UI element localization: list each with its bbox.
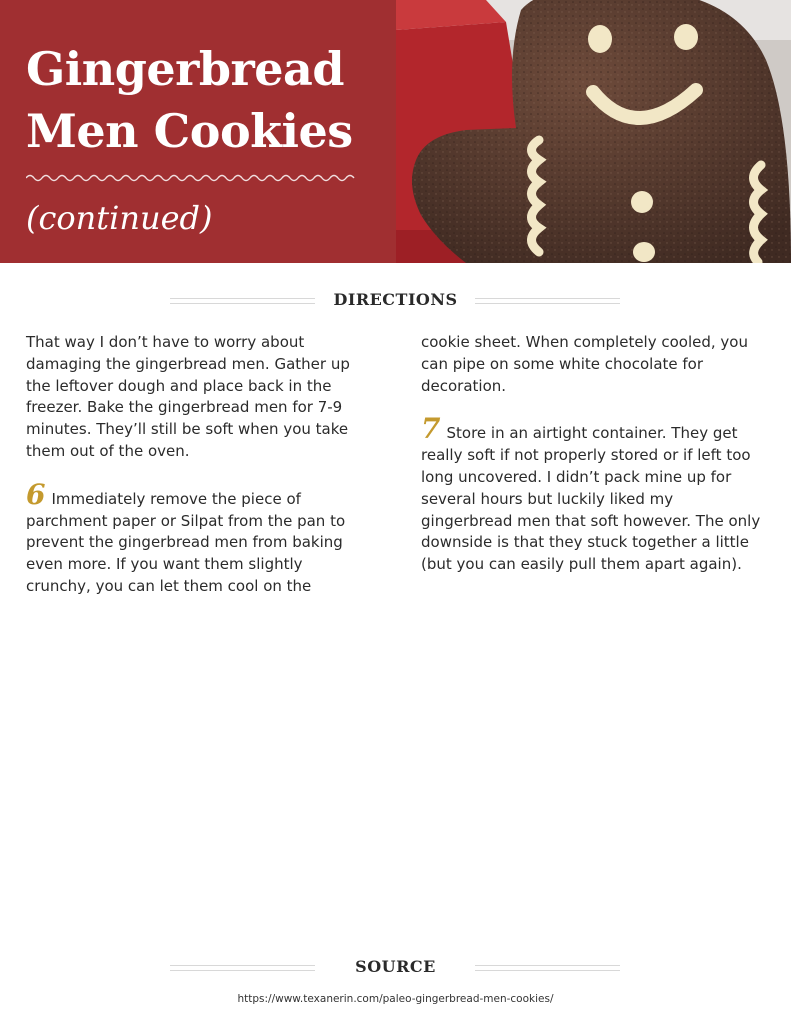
source-link[interactable]: https://www.texanerin.com/paleo-gingerbread-men-cookies/ bbox=[237, 993, 554, 1005]
page-header bbox=[0, 0, 791, 263]
source-heading: SOURCE bbox=[355, 957, 436, 976]
step-6-continued-text: cookie sheet. When completely cooled, you can pipe on some white chocolate for decoration. bbox=[421, 333, 748, 395]
step-7-text: Store in an airtight container. They get really soft if not properly stored or if left too long uncovered. I didn’t pack mine up for several hours but luckily liked my gingerbread men that soft however. The only downside is that they stuck together a little (but you can easily pull them apart again). bbox=[421, 424, 761, 574]
directions-left-column bbox=[26, 332, 372, 620]
directions-right-column bbox=[421, 332, 767, 598]
step-6-text: Immediately remove the piece of parchment paper or Silpat from the pan to prevent the gingerbread men from baking even more. If you want them slightly crunchy, you can let them cool on the bbox=[26, 489, 346, 595]
step-6 bbox=[26, 477, 372, 598]
wavy-divider bbox=[26, 172, 356, 184]
directions-heading-bar bbox=[0, 285, 791, 315]
step-7-number: 7 bbox=[421, 412, 441, 446]
recipe-title-line-2: Men Cookies bbox=[26, 104, 353, 158]
recipe-title bbox=[26, 38, 353, 162]
gingerbread-cookie-photo bbox=[396, 0, 791, 263]
step-6-number: 6 bbox=[26, 477, 46, 511]
title-panel bbox=[0, 0, 396, 263]
recipe-title-line-1: Gingerbread bbox=[26, 42, 345, 96]
step-continued-text: That way I don’t have to worry about damaging the gingerbread men. Gather up the leftover dough and place back in the freezer. Bake the gingerbread men for 7-9 minutes. They’ll still be soft when you take them out of the oven. bbox=[26, 333, 350, 460]
divider-rule bbox=[475, 965, 620, 971]
divider-rule bbox=[475, 298, 620, 304]
source-heading-bar bbox=[0, 952, 791, 982]
step-7 bbox=[421, 412, 767, 576]
directions-heading: DIRECTIONS bbox=[333, 290, 458, 309]
recipe-subtitle: (continued) bbox=[26, 199, 213, 237]
